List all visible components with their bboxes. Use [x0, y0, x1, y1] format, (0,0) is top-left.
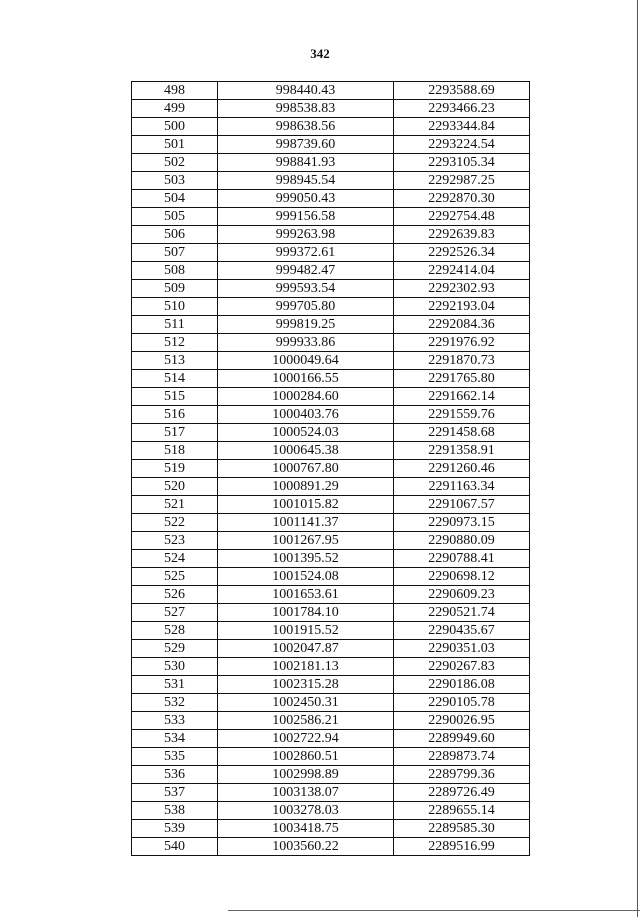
point-id-cell: 524: [132, 550, 218, 568]
point-id-cell: 527: [132, 604, 218, 622]
x-coordinate-cell: 1002047.87: [218, 640, 394, 658]
y-coordinate-cell: 2293105.34: [394, 154, 530, 172]
table-row: [132, 640, 530, 658]
point-id-cell: 521: [132, 496, 218, 514]
page-edge-right: [637, 0, 638, 917]
x-coordinate-cell: 1003278.03: [218, 802, 394, 820]
x-coordinate-cell: 999933.86: [218, 334, 394, 352]
x-coordinate-cell: 1000767.80: [218, 460, 394, 478]
y-coordinate-cell: 2290267.83: [394, 658, 530, 676]
y-coordinate-cell: 2291976.92: [394, 334, 530, 352]
point-id-cell: 519: [132, 460, 218, 478]
table-row: [132, 532, 530, 550]
point-id-cell: 536: [132, 766, 218, 784]
y-coordinate-cell: 2292414.04: [394, 262, 530, 280]
x-coordinate-cell: 999482.47: [218, 262, 394, 280]
table-row: [132, 280, 530, 298]
y-coordinate-cell: 2291358.91: [394, 442, 530, 460]
x-coordinate-cell: 1001395.52: [218, 550, 394, 568]
x-coordinate-cell: 998638.56: [218, 118, 394, 136]
table-row: [132, 712, 530, 730]
x-coordinate-cell: 999263.98: [218, 226, 394, 244]
table-row: [132, 676, 530, 694]
y-coordinate-cell: 2290521.74: [394, 604, 530, 622]
point-id-cell: 539: [132, 820, 218, 838]
y-coordinate-cell: 2292639.83: [394, 226, 530, 244]
table-row: [132, 802, 530, 820]
table-row: [132, 370, 530, 388]
y-coordinate-cell: 2289873.74: [394, 748, 530, 766]
y-coordinate-cell: 2289949.60: [394, 730, 530, 748]
table-row: [132, 136, 530, 154]
point-id-cell: 529: [132, 640, 218, 658]
point-id-cell: 523: [132, 532, 218, 550]
y-coordinate-cell: 2291260.46: [394, 460, 530, 478]
x-coordinate-cell: 1001015.82: [218, 496, 394, 514]
point-id-cell: 504: [132, 190, 218, 208]
table-row: [132, 478, 530, 496]
x-coordinate-cell: 1001915.52: [218, 622, 394, 640]
point-id-cell: 531: [132, 676, 218, 694]
x-coordinate-cell: 1000284.60: [218, 388, 394, 406]
x-coordinate-cell: 998945.54: [218, 172, 394, 190]
point-id-cell: 537: [132, 784, 218, 802]
x-coordinate-cell: 998739.60: [218, 136, 394, 154]
table-row: [132, 730, 530, 748]
x-coordinate-cell: 1000645.38: [218, 442, 394, 460]
x-coordinate-cell: 999050.43: [218, 190, 394, 208]
point-id-cell: 510: [132, 298, 218, 316]
x-coordinate-cell: 1002998.89: [218, 766, 394, 784]
x-coordinate-cell: 998440.43: [218, 82, 394, 100]
table-row: [132, 334, 530, 352]
x-coordinate-cell: 1001267.95: [218, 532, 394, 550]
y-coordinate-cell: 2292754.48: [394, 208, 530, 226]
table-row: [132, 550, 530, 568]
x-coordinate-cell: 1002860.51: [218, 748, 394, 766]
y-coordinate-cell: 2290186.08: [394, 676, 530, 694]
point-id-cell: 500: [132, 118, 218, 136]
table-row: [132, 568, 530, 586]
y-coordinate-cell: 2291765.80: [394, 370, 530, 388]
table-row: [132, 604, 530, 622]
x-coordinate-cell: 999705.80: [218, 298, 394, 316]
y-coordinate-cell: 2290973.15: [394, 514, 530, 532]
table-row: [132, 82, 530, 100]
point-id-cell: 538: [132, 802, 218, 820]
x-coordinate-cell: 998841.93: [218, 154, 394, 172]
point-id-cell: 502: [132, 154, 218, 172]
table-row: [132, 694, 530, 712]
table-row: [132, 514, 530, 532]
y-coordinate-cell: 2292193.04: [394, 298, 530, 316]
coordinates-table-body: [132, 82, 530, 856]
table-row: [132, 784, 530, 802]
table-row: [132, 244, 530, 262]
table-row: [132, 100, 530, 118]
table-row: [132, 838, 530, 856]
y-coordinate-cell: 2291662.14: [394, 388, 530, 406]
x-coordinate-cell: 1003138.07: [218, 784, 394, 802]
y-coordinate-cell: 2290105.78: [394, 694, 530, 712]
table-row: [132, 766, 530, 784]
x-coordinate-cell: 1000891.29: [218, 478, 394, 496]
x-coordinate-cell: 1002450.31: [218, 694, 394, 712]
x-coordinate-cell: 1000524.03: [218, 424, 394, 442]
table-row: [132, 316, 530, 334]
x-coordinate-cell: 1001524.08: [218, 568, 394, 586]
point-id-cell: 520: [132, 478, 218, 496]
y-coordinate-cell: 2289585.30: [394, 820, 530, 838]
table-row: [132, 622, 530, 640]
x-coordinate-cell: 1001653.61: [218, 586, 394, 604]
y-coordinate-cell: 2291870.73: [394, 352, 530, 370]
y-coordinate-cell: 2289799.36: [394, 766, 530, 784]
x-coordinate-cell: 1001141.37: [218, 514, 394, 532]
point-id-cell: 534: [132, 730, 218, 748]
x-coordinate-cell: 1001784.10: [218, 604, 394, 622]
y-coordinate-cell: 2290698.12: [394, 568, 530, 586]
y-coordinate-cell: 2289516.99: [394, 838, 530, 856]
point-id-cell: 514: [132, 370, 218, 388]
y-coordinate-cell: 2292302.93: [394, 280, 530, 298]
point-id-cell: 516: [132, 406, 218, 424]
point-id-cell: 506: [132, 226, 218, 244]
x-coordinate-cell: 1000403.76: [218, 406, 394, 424]
y-coordinate-cell: 2290788.41: [394, 550, 530, 568]
point-id-cell: 525: [132, 568, 218, 586]
y-coordinate-cell: 2293224.54: [394, 136, 530, 154]
x-coordinate-cell: 1000166.55: [218, 370, 394, 388]
point-id-cell: 505: [132, 208, 218, 226]
point-id-cell: 532: [132, 694, 218, 712]
x-coordinate-cell: 1002315.28: [218, 676, 394, 694]
y-coordinate-cell: 2292084.36: [394, 316, 530, 334]
point-id-cell: 517: [132, 424, 218, 442]
x-coordinate-cell: 999156.58: [218, 208, 394, 226]
page-edge-bottom: [228, 910, 640, 911]
x-coordinate-cell: 999593.54: [218, 280, 394, 298]
y-coordinate-cell: 2293466.23: [394, 100, 530, 118]
point-id-cell: 530: [132, 658, 218, 676]
x-coordinate-cell: 998538.83: [218, 100, 394, 118]
table-row: [132, 406, 530, 424]
x-coordinate-cell: 1002181.13: [218, 658, 394, 676]
table-row: [132, 820, 530, 838]
y-coordinate-cell: 2290026.95: [394, 712, 530, 730]
table-row: [132, 262, 530, 280]
y-coordinate-cell: 2291559.76: [394, 406, 530, 424]
y-coordinate-cell: 2289655.14: [394, 802, 530, 820]
page-number: 342: [310, 46, 330, 61]
table-row: [132, 586, 530, 604]
table-row: [132, 352, 530, 370]
point-id-cell: 509: [132, 280, 218, 298]
y-coordinate-cell: 2292870.30: [394, 190, 530, 208]
point-id-cell: 499: [132, 100, 218, 118]
y-coordinate-cell: 2289726.49: [394, 784, 530, 802]
y-coordinate-cell: 2290880.09: [394, 532, 530, 550]
y-coordinate-cell: 2293344.84: [394, 118, 530, 136]
y-coordinate-cell: 2291458.68: [394, 424, 530, 442]
point-id-cell: 498: [132, 82, 218, 100]
table-row: [132, 388, 530, 406]
table-row: [132, 172, 530, 190]
point-id-cell: 540: [132, 838, 218, 856]
x-coordinate-cell: 1000049.64: [218, 352, 394, 370]
table-row: [132, 424, 530, 442]
point-id-cell: 526: [132, 586, 218, 604]
table-row: [132, 298, 530, 316]
y-coordinate-cell: 2290435.67: [394, 622, 530, 640]
table-row: [132, 226, 530, 244]
x-coordinate-cell: 1002722.94: [218, 730, 394, 748]
table-row: [132, 460, 530, 478]
point-id-cell: 535: [132, 748, 218, 766]
point-id-cell: 512: [132, 334, 218, 352]
coordinates-table: [131, 81, 530, 856]
table-row: [132, 658, 530, 676]
x-coordinate-cell: 999819.25: [218, 316, 394, 334]
table-row: [132, 496, 530, 514]
point-id-cell: 515: [132, 388, 218, 406]
x-coordinate-cell: 1003560.22: [218, 838, 394, 856]
y-coordinate-cell: 2290609.23: [394, 586, 530, 604]
point-id-cell: 501: [132, 136, 218, 154]
table-row: [132, 190, 530, 208]
point-id-cell: 533: [132, 712, 218, 730]
point-id-cell: 508: [132, 262, 218, 280]
y-coordinate-cell: 2291067.57: [394, 496, 530, 514]
point-id-cell: 507: [132, 244, 218, 262]
table-row: [132, 442, 530, 460]
table-row: [132, 118, 530, 136]
table-row: [132, 154, 530, 172]
x-coordinate-cell: 1003418.75: [218, 820, 394, 838]
point-id-cell: 513: [132, 352, 218, 370]
y-coordinate-cell: 2293588.69: [394, 82, 530, 100]
x-coordinate-cell: 1002586.21: [218, 712, 394, 730]
point-id-cell: 503: [132, 172, 218, 190]
y-coordinate-cell: 2290351.03: [394, 640, 530, 658]
x-coordinate-cell: 999372.61: [218, 244, 394, 262]
point-id-cell: 528: [132, 622, 218, 640]
y-coordinate-cell: 2292987.25: [394, 172, 530, 190]
y-coordinate-cell: 2292526.34: [394, 244, 530, 262]
point-id-cell: 522: [132, 514, 218, 532]
table-row: [132, 748, 530, 766]
point-id-cell: 511: [132, 316, 218, 334]
table-row: [132, 208, 530, 226]
y-coordinate-cell: 2291163.34: [394, 478, 530, 496]
point-id-cell: 518: [132, 442, 218, 460]
